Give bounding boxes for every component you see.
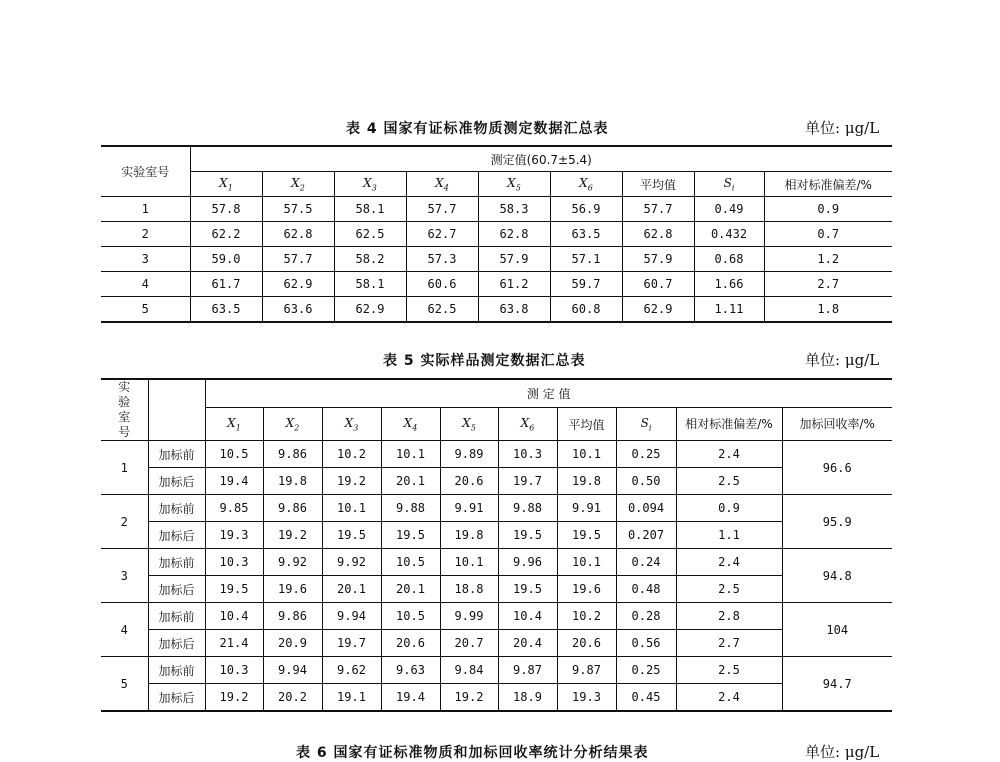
table-cell: 9.91: [440, 495, 498, 522]
table-cell: 61.7: [190, 272, 262, 297]
table-cell: 0.9: [764, 197, 892, 222]
column-header-label: $X_1$: [219, 175, 233, 193]
lab-number: 2: [101, 495, 148, 549]
table5-unit: 单位: μg/L: [805, 351, 880, 369]
table-cell: 20.9: [263, 630, 322, 657]
table-cell: 19.6: [557, 576, 616, 603]
table-cell: 57.8: [190, 197, 262, 222]
table-cell: 9.92: [263, 549, 322, 576]
column-header-label: $X_6$: [520, 416, 535, 433]
recovery-rate: 94.7: [782, 657, 892, 712]
table6-caption: 表 6 国家有证标准物质和加标回收率统计分析结果表: [296, 745, 649, 761]
table5-caption: 表 5 实际样品测定数据汇总表: [383, 353, 586, 369]
header-row: [101, 408, 892, 441]
table-cell: 62.7: [406, 222, 478, 247]
table-cell: 0.68: [694, 247, 764, 272]
column-header: [205, 408, 263, 441]
table-cell: 10.1: [440, 549, 498, 576]
column-header-label: $X_5$: [462, 416, 476, 433]
table-cell: 0.24: [616, 549, 676, 576]
column-header: [440, 408, 498, 441]
table-row: [101, 657, 892, 684]
table-cell: 9.94: [263, 657, 322, 684]
table-cell: 0.432: [694, 222, 764, 247]
table-cell: 9.85: [205, 495, 263, 522]
column-header: [322, 408, 381, 441]
column-header-label: 平均值: [639, 177, 676, 192]
table-cell: 1.1: [676, 522, 782, 549]
table-cell: 58.1: [334, 272, 406, 297]
column-header: [498, 408, 557, 441]
table-cell: 2: [101, 222, 190, 247]
table-row: [101, 197, 892, 222]
table-cell: 62.9: [622, 297, 694, 323]
table-cell: 62.9: [334, 297, 406, 323]
table-cell: 10.4: [498, 603, 557, 630]
table-cell: 62.5: [406, 297, 478, 323]
column-header: [334, 172, 406, 197]
column-header-label: $X_2$: [285, 416, 300, 433]
table-row: [101, 684, 892, 712]
table-cell: 57.7: [262, 247, 334, 272]
table-cell: 10.4: [205, 603, 263, 630]
header-row: [101, 146, 892, 172]
table-cell: 2.5: [676, 468, 782, 495]
table-cell: 2.4: [676, 684, 782, 712]
table-row: [101, 495, 892, 522]
table-cell: 2.8: [676, 603, 782, 630]
table-cell: 0.25: [616, 657, 676, 684]
table-cell: 19.5: [498, 576, 557, 603]
column-header-label: $X_6$: [579, 175, 593, 193]
table-cell: 9.88: [381, 495, 440, 522]
column-header-label: $X_3$: [363, 175, 377, 193]
table-cell: 1.11: [694, 297, 764, 323]
table-cell: 0.50: [616, 468, 676, 495]
table-cell: 9.88: [498, 495, 557, 522]
column-header: [478, 172, 550, 197]
table-cell: 18.9: [498, 684, 557, 712]
table-cell: 61.2: [478, 272, 550, 297]
lab-number: 3: [101, 549, 148, 603]
table-row: [101, 441, 892, 468]
table-cell: 57.7: [406, 197, 478, 222]
table-cell: 20.7: [440, 630, 498, 657]
table-row: [101, 222, 892, 247]
column-header: [764, 172, 892, 197]
column-header: [676, 408, 782, 441]
table-cell: 10.2: [557, 603, 616, 630]
column-header: [550, 172, 622, 197]
table-cell: 9.86: [263, 495, 322, 522]
table-cell: 20.6: [381, 630, 440, 657]
column-header: [262, 172, 334, 197]
table-cell: 9.86: [263, 603, 322, 630]
column-header-label: 加标回收率/%: [799, 417, 875, 432]
spike-label: 加标前: [148, 603, 205, 630]
table-cell: 57.1: [550, 247, 622, 272]
column-header-label: $X_3$: [344, 416, 359, 433]
table-cell: 2.5: [676, 576, 782, 603]
column-header-label: $S_i$: [723, 175, 735, 193]
spike-label: 加标后: [148, 576, 205, 603]
table-cell: 18.8: [440, 576, 498, 603]
table-cell: 9.91: [557, 495, 616, 522]
table-cell: 1.66: [694, 272, 764, 297]
table-cell: 20.4: [498, 630, 557, 657]
table-row: [101, 247, 892, 272]
table-cell: 10.2: [322, 441, 381, 468]
table-cell: 2.7: [676, 630, 782, 657]
table-cell: 9.94: [322, 603, 381, 630]
table-cell: 19.8: [440, 522, 498, 549]
column-header: [263, 408, 322, 441]
table-cell: 62.2: [190, 222, 262, 247]
table-cell: 19.5: [381, 522, 440, 549]
column-header-label: 相对标准偏差/%: [685, 417, 773, 432]
table-cell: 1.2: [764, 247, 892, 272]
table4: [101, 145, 892, 323]
lab-number: 4: [101, 603, 148, 657]
column-header-label: 相对标准偏差/%: [784, 177, 872, 192]
table-cell: 10.1: [322, 495, 381, 522]
table-cell: 60.8: [550, 297, 622, 323]
column-header: [622, 172, 694, 197]
table-cell: 1.8: [764, 297, 892, 323]
table-cell: 0.7: [764, 222, 892, 247]
spike-label: 加标前: [148, 441, 205, 468]
table-cell: 20.1: [381, 576, 440, 603]
table-cell: 0.56: [616, 630, 676, 657]
table-cell: 62.5: [334, 222, 406, 247]
spike-label: 加标后: [148, 522, 205, 549]
column-header-label: $S_i$: [640, 416, 652, 433]
column-header-label: $X_5$: [507, 175, 521, 193]
table-cell: 19.3: [557, 684, 616, 712]
table-cell: 10.1: [381, 441, 440, 468]
table-cell: 10.5: [381, 603, 440, 630]
table-cell: 10.3: [205, 657, 263, 684]
table-cell: 9.96: [498, 549, 557, 576]
row-header: [101, 379, 148, 441]
recovery-rate: 94.8: [782, 549, 892, 603]
table-cell: 60.6: [406, 272, 478, 297]
table-cell: 58.3: [478, 197, 550, 222]
table-cell: 2.4: [676, 549, 782, 576]
spike-label: 加标后: [148, 630, 205, 657]
table-cell: 63.5: [550, 222, 622, 247]
table-cell: 19.4: [205, 468, 263, 495]
table-cell: 1: [101, 197, 190, 222]
table-cell: 57.7: [622, 197, 694, 222]
table-cell: 2.4: [676, 441, 782, 468]
table-row: [101, 297, 892, 323]
table-row: [101, 272, 892, 297]
table5: [101, 378, 892, 712]
table-cell: 0.9: [676, 495, 782, 522]
table-cell: 20.6: [440, 468, 498, 495]
table-cell: 0.28: [616, 603, 676, 630]
table-cell: 9.89: [440, 441, 498, 468]
table-row: [101, 522, 892, 549]
table-cell: 19.2: [322, 468, 381, 495]
table-cell: 58.2: [334, 247, 406, 272]
column-header: [406, 172, 478, 197]
table-cell: 2.7: [764, 272, 892, 297]
table-cell: 57.9: [622, 247, 694, 272]
table-cell: 19.7: [322, 630, 381, 657]
table4-unit: 单位: μg/L: [805, 119, 880, 137]
table-cell: 63.8: [478, 297, 550, 323]
table-cell: 20.1: [381, 468, 440, 495]
column-header: [557, 408, 616, 441]
column-header-label: $X_4$: [435, 175, 449, 193]
table-row: [101, 630, 892, 657]
table-cell: 62.8: [478, 222, 550, 247]
table-cell: 9.63: [381, 657, 440, 684]
table-cell: 62.9: [262, 272, 334, 297]
table-cell: 0.25: [616, 441, 676, 468]
table-cell: 10.1: [557, 441, 616, 468]
table-cell: 63.5: [190, 297, 262, 323]
table-cell: 2.5: [676, 657, 782, 684]
table-cell: 19.6: [263, 576, 322, 603]
table-cell: 9.62: [322, 657, 381, 684]
column-header: [616, 408, 676, 441]
table-cell: 57.9: [478, 247, 550, 272]
table-row: [101, 603, 892, 630]
table-cell: 10.5: [205, 441, 263, 468]
spike-label: 加标后: [148, 468, 205, 495]
table-cell: 20.6: [557, 630, 616, 657]
table-cell: 62.8: [622, 222, 694, 247]
lab-number: 5: [101, 657, 148, 712]
table-cell: 57.5: [262, 197, 334, 222]
table-cell: 9.92: [322, 549, 381, 576]
table-row: [101, 576, 892, 603]
header-row: [101, 172, 892, 197]
table-cell: 56.9: [550, 197, 622, 222]
table-cell: 19.5: [322, 522, 381, 549]
table-cell: 0.207: [616, 522, 676, 549]
table-cell: 59.7: [550, 272, 622, 297]
table-cell: 19.5: [205, 576, 263, 603]
column-header: [694, 172, 764, 197]
table-cell: 9.99: [440, 603, 498, 630]
table-cell: 58.1: [334, 197, 406, 222]
column-header-label: 平均值: [568, 417, 605, 432]
header-row: [101, 379, 892, 408]
recovery-rate: 96.6: [782, 441, 892, 495]
column-header-label: $X_4$: [403, 416, 418, 433]
column-header: [782, 408, 892, 441]
table-cell: 19.8: [263, 468, 322, 495]
table-cell: 19.5: [557, 522, 616, 549]
table-cell: 0.49: [694, 197, 764, 222]
table6-unit: 单位: μg/L: [805, 743, 880, 761]
table-cell: 59.0: [190, 247, 262, 272]
table-cell: 9.87: [498, 657, 557, 684]
table-cell: 19.7: [498, 468, 557, 495]
table-row: [101, 549, 892, 576]
row-header: 实验室号: [101, 146, 190, 197]
column-header: [190, 172, 262, 197]
table-cell: 10.5: [381, 549, 440, 576]
table-cell: 19.3: [205, 522, 263, 549]
table-cell: 10.1: [557, 549, 616, 576]
column-header-label: $X_1$: [227, 416, 241, 433]
table-cell: 9.84: [440, 657, 498, 684]
table-cell: 5: [101, 297, 190, 323]
table-cell: 20.2: [263, 684, 322, 712]
recovery-rate: 104: [782, 603, 892, 657]
group-header: 测定值(60.7±5.4): [190, 146, 892, 172]
table-cell: 19.1: [322, 684, 381, 712]
table-cell: 0.094: [616, 495, 676, 522]
spike-label: 加标后: [148, 684, 205, 712]
table-cell: 62.8: [262, 222, 334, 247]
table-cell: 19.5: [498, 522, 557, 549]
table-cell: 3: [101, 247, 190, 272]
table-cell: 19.2: [440, 684, 498, 712]
group-header: 测 定 值: [205, 379, 892, 408]
row-subheader: [148, 379, 205, 441]
table4-caption: 表 4 国家有证标准物质测定数据汇总表: [346, 121, 609, 137]
table-cell: 9.86: [263, 441, 322, 468]
table-cell: 57.3: [406, 247, 478, 272]
lab-number: 1: [101, 441, 148, 495]
table-cell: 20.1: [322, 576, 381, 603]
spike-label: 加标前: [148, 657, 205, 684]
table-cell: 63.6: [262, 297, 334, 323]
table-cell: 19.2: [205, 684, 263, 712]
column-header-label: $X_2$: [291, 175, 305, 193]
spike-label: 加标前: [148, 549, 205, 576]
table-row: [101, 468, 892, 495]
table-cell: 10.3: [498, 441, 557, 468]
table-cell: 9.87: [557, 657, 616, 684]
table-cell: 19.8: [557, 468, 616, 495]
row-header-label: 实验室号: [118, 380, 131, 439]
spike-label: 加标前: [148, 495, 205, 522]
table-cell: 4: [101, 272, 190, 297]
table-cell: 0.45: [616, 684, 676, 712]
table-cell: 10.3: [205, 549, 263, 576]
table-cell: 19.2: [263, 522, 322, 549]
table-cell: 21.4: [205, 630, 263, 657]
table-cell: 19.4: [381, 684, 440, 712]
table-cell: 0.48: [616, 576, 676, 603]
column-header: [381, 408, 440, 441]
recovery-rate: 95.9: [782, 495, 892, 549]
table-cell: 60.7: [622, 272, 694, 297]
